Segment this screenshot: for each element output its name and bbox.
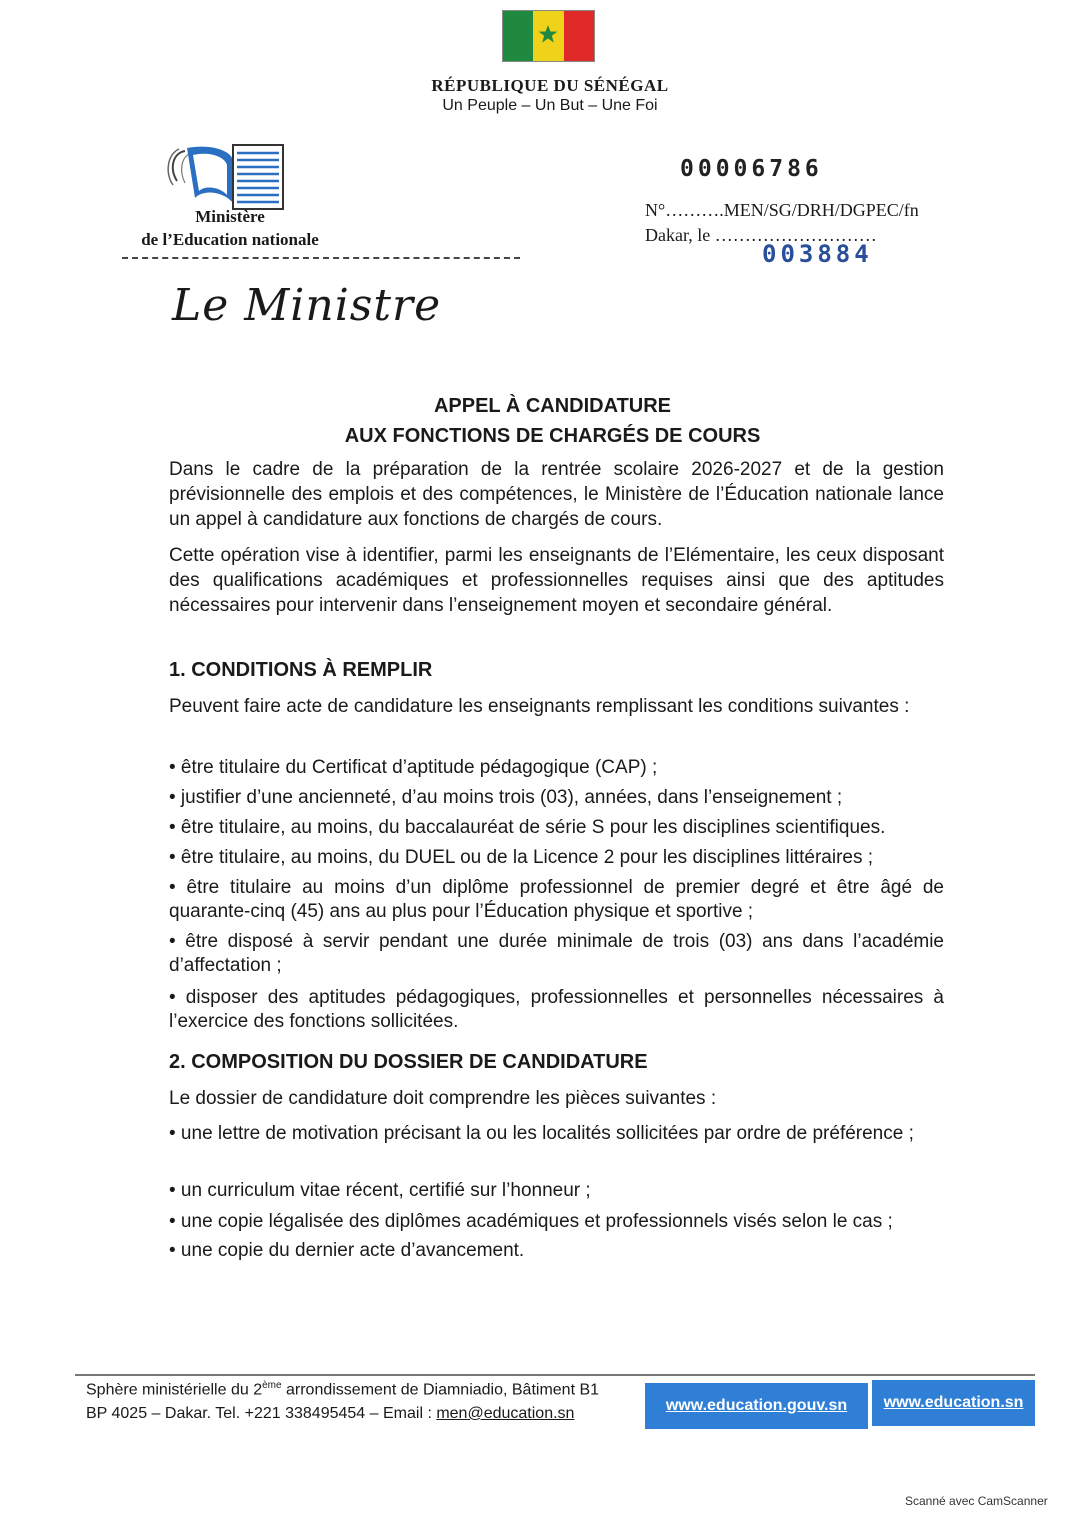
footer-contact: BP 4025 – Dakar. Tel. +221 338495454 – Email : <box>86 1405 437 1422</box>
ministry-logo-icon <box>165 143 287 213</box>
star-icon <box>538 24 558 44</box>
registration-stamp-number: 00006786 <box>680 156 823 182</box>
intro-paragraph-1: Dans le cadre de la préparation de la rentrée scolaire 2026-2027 et de la gestion prévisionnelle des emplois et des compétences, le Ministère de l’Éducation nationale lance un appel à candidature aux fonctions de chargés de cours. <box>169 459 944 530</box>
website-link-gouv[interactable]: www.education.gouv.sn <box>645 1383 868 1429</box>
section2-lead: Le dossier de candidature doit comprendre les pièces suivantes : <box>169 1088 717 1109</box>
section2-heading: 2. COMPOSITION DU DOSSIER DE CANDIDATURE <box>169 1051 648 1073</box>
list-item: • être titulaire, au moins, du baccalauréat de série S pour les disciplines scientifiques. <box>169 817 886 838</box>
email-link[interactable]: men@education.sn <box>436 1405 575 1422</box>
footer-address-line1 <box>86 1380 599 1399</box>
website-link[interactable]: www.education.sn <box>872 1380 1035 1426</box>
footer-address-part: Sphère ministérielle du 2 <box>86 1381 263 1399</box>
footer-address-superscript: ème <box>262 1380 282 1391</box>
minister-heading: Le Ministre <box>172 280 442 331</box>
list-item: • une copie du dernier acte d’avancement. <box>169 1240 525 1261</box>
footer-address-line2 <box>86 1405 574 1423</box>
footer-divider <box>75 1374 1035 1376</box>
intro-paragraph-2: Cette opération vise à identifier, parmi les enseignants de l’Elémentaire, les ceux disposant des qualifications académiques et professionnelles requises ainsi que des aptitudes nécessaires pour intervenir dans l’enseignement moyen et secondaire général. <box>169 545 944 616</box>
reference-number: N°……….MEN/SG/DRH/DGPEC/fn <box>645 200 919 220</box>
list-item: • disposer des aptitudes pédagogiques, professionnelles et personnelles nécessaires à l’exercice des fonctions sollicitées. <box>169 987 944 1032</box>
footer-address-part: arrondissement de Diamniadio, Bâtiment B1 <box>281 1381 600 1399</box>
list-item: • une copie légalisée des diplômes académiques et professionnels visés selon le cas ; <box>169 1211 893 1232</box>
ministry-name-line1: Ministère <box>195 207 265 226</box>
document-title-line2: AUX FONCTIONS DE CHARGÉS DE COURS <box>344 425 761 447</box>
national-motto: Un Peuple – Un But – Une Foi <box>442 97 658 114</box>
document-title-line1: APPEL À CANDIDATURE <box>433 395 672 417</box>
list-item: • être titulaire du Certificat d’aptitude pédagogique (CAP) ; <box>169 757 658 778</box>
list-item: • un curriculum vitae récent, certifié sur l’honneur ; <box>169 1180 591 1201</box>
date-stamp: 003884 <box>762 240 873 268</box>
list-item: • être titulaire, au moins, du DUEL ou de la Licence 2 pour les disciplines littéraires ; <box>169 847 874 868</box>
section1-lead: Peuvent faire acte de candidature les enseignants remplissant les conditions suivantes : <box>169 696 910 717</box>
list-item: • être disposé à servir pendant une durée minimale de trois (03) ans dans l’académie d’affectation ; <box>169 931 944 976</box>
place-date-line: Dakar, le ……………………… <box>645 225 877 245</box>
republic-title: RÉPUBLIQUE DU SÉNÉGAL <box>431 76 669 95</box>
section1-heading: 1. CONDITIONS À REMPLIR <box>169 659 433 681</box>
list-item: • justifier d’une ancienneté, d’au moins trois (03), années, dans l’enseignement ; <box>169 787 843 808</box>
ministry-name-line2: de l’Education nationale <box>141 230 319 249</box>
scanner-watermark: Scanné avec CamScanner <box>905 1494 1048 1508</box>
list-item: • être titulaire au moins d’un diplôme professionnel de premier degré et être âgé de quarante-cinq (45) ans au plus pour l’Éducation physique et sportive ; <box>169 877 944 922</box>
list-item: • une lettre de motivation précisant la ou les localités sollicitées par ordre de préférence ; <box>169 1123 914 1144</box>
senegal-flag <box>502 10 595 62</box>
header-divider <box>122 257 520 259</box>
